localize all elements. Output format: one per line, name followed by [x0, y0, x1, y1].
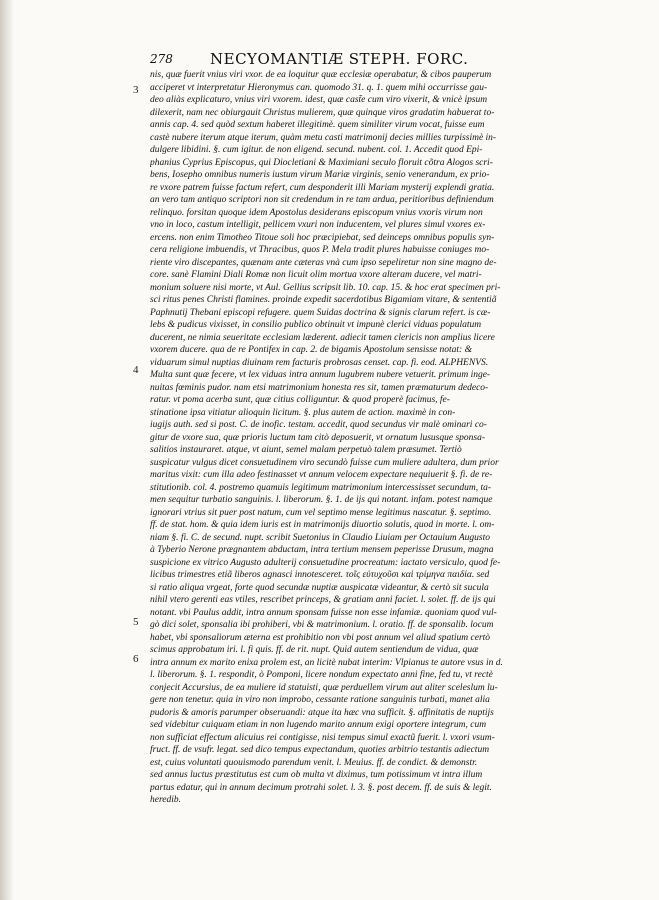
text-line: annis cap. 4. sed quòd sextum haberet illegitimè. quem similiter virum vocat, fuisse eum [150, 120, 485, 130]
text-line: riente viro discepantes, quænam ante cæteras vnà cum ipso sepeliretur non sine magno de- [150, 257, 497, 268]
text-line: ff. de stat. hom. & quia idem iuris est in matrimonijs diuortio solutis, quod in morte. l. om- [150, 520, 495, 530]
text-line: l. liberorum. §. 1. respondit, ò Pomponi, licere nondum expectato anni fine, fed tu, vt rectè [150, 670, 493, 680]
text-line: relinquo. forsitan quoque idem Apostolus desiderans episcopum vnius vxoris virum non [150, 207, 483, 218]
text-line: sed videbitur cuiquam etiam in non lugendo marito annum exigi oportere integrum, cum [150, 720, 487, 730]
text-line: dulgere libidini. §. cum igitur. de non eligend. secund. nubent. col. 1. Accedit quod Epi- [150, 145, 483, 155]
text-line: maritus vixit: cum illa adeo festinasset vt annum velocem expectare nequiuerit §. fi. de re- [150, 470, 493, 480]
text-line: licibus trimestres etiã liberos agnasci innotesceret. τοῖς εὐτυχοῦσι καὶ τρίμηνα παιδία. sed [150, 570, 490, 580]
text-line: nihil vtero gerenti eas vtiles, rescribet princeps, & gratiam anni faciet. l. solet. ff. de ijs qui [150, 595, 496, 605]
text-line: core. sanè Flamini Diali Romæ non licuit olim mortua vxore alteram ducere, vel matri- [150, 270, 482, 280]
text-line: deo aliàs explicaturo, vnius viri vxorem. idest, quæ cast̃e cum viro vixerit, & vnicè ipsum [150, 95, 488, 105]
body-text [150, 69, 642, 807]
text-line: cera religione imbuendis, vt Thracibus, quos P. Mela tradit plures habuisse coniuges mo- [150, 245, 490, 255]
text-line: ducerent, ne nimia seueritate ecclesiam læderent. adiecit tamen clericis non amplius licere [150, 332, 495, 343]
text-line: nuitas fœminis pudor. nam etsi matrimonium honesta res sit, tamen præmaturum dedeco- [150, 382, 489, 393]
text-line: sci ritus penes Christi flamines. proinde expedit sacerdotibus Bigamiam vitare, & sententiã [150, 295, 497, 305]
text-line: stinatione ipsa vitiatur alioquin licitum. §. plus autem de action. maximè in con- [150, 407, 456, 418]
text-line: partus edatur, qui in annum decimum protrahi solet. l. 3. §. post decem. ff. de suis & legit. [150, 782, 492, 793]
text-line: suspicatur vulgus dicet consuetudinem viro secundò fuisse cum muliere adultera, dum prior [150, 457, 499, 468]
text-line: iugijs auth. sed si post. C. de inofic. testam. accedit, quod secundus vir malè ominari co- [150, 420, 487, 430]
text-line: conjecit Accursius, de ea muliere id statuisti, quæ perduellem virum aut aliter sceleslum lu- [150, 682, 498, 693]
text-line: bens, Iosepho omnibus numeris iustum virum Mariæ virginis, senio venerandum, ex prio- [150, 170, 490, 180]
page-header [150, 50, 640, 68]
text-line: suspicione ex vitrico Augusto adulterij consuetudine procreatum: iactato versiculo, quod fe- [150, 557, 501, 568]
text-line: habet, vbi sponsaliorum æterna est prohibitio non vbi post annum vel aliud spatium certò [150, 632, 491, 643]
text-line: gitur de vxore sua, quæ prioris luctum tam citò deposuerit, vt ornatum lususque sponsa- [150, 432, 486, 443]
page-number: 278 [150, 52, 173, 66]
text-line: men sequitur turbatio sanguinis. l. liberorum. §. 1. de ijs qui notant. infam. potest namque [150, 495, 493, 505]
text-line: notant. vbi Paulus addit, intra annum sponsam fuisse non esse infamiæ. quoniam quod vul- [150, 607, 497, 618]
marginal-number: 5 [133, 616, 139, 628]
text-line: lebs & pudicus vixisset, in consilio publico obtinuit vt impunè clerici viduas populatum [150, 320, 482, 330]
text-line: salitios instauraret. atque, vt aiunt, semel malam perpetuò talem præsumet. Tertiò [150, 445, 462, 455]
text-line: Paphnutij Thebani episcopi refugere. quem Suidas doctrina & signis clarum refert. is cæ- [150, 307, 491, 318]
text-line: vno in loco, castum intelligit, pellicem vxuri non inducentem, vel plures simul vxores ex- [150, 220, 486, 230]
text-line: viduarum simul nuptias diuinam rem facturis probrosas censet. cap. fi. eod. ALPHENVS. [150, 357, 489, 368]
marginal-number: 6 [133, 653, 139, 665]
text-line: phanius Cyprius Episcopus, qui Diocletiani & Maximiani seculo floruit cõtra Alogos scri- [150, 157, 493, 168]
text-line: re vxore patrem fuisse factum refert, cum desponderit illi Mariam mysterij explendi gratia. [150, 182, 495, 193]
text-line: nis, quæ fuerit vnius viri vxor. de ea loquitur quæ ecclesiæ operabatur, & cibos pauperum [150, 70, 492, 80]
text-line: niam §. fi. C. de secund. nupt. scribit Suetonius in Claudio Liuiam per Octauium Augusto [150, 532, 490, 543]
text-line: castè nubere iterum atque iterum, quàm metu casti matrimonij decies millies turpissimè in- [150, 132, 497, 143]
text-line: est, cuius voluntati quouismodo parendum venit. l. Meuius. ff. de condict. & demonstr. [150, 757, 478, 768]
text-line: sed annus luctus præstitutus est cum ob multa vt diximus, tum potissimum vt intra illum [150, 770, 483, 780]
text-line: monium soluere nisi morte, vt Aul. Gellius scripsit lib. 10. cap. 15. & hoc erat specimen pri- [150, 282, 501, 293]
text-line: heredib. [150, 795, 182, 805]
marginal-number: 4 [133, 364, 139, 376]
text-line: Multa sunt quæ fecere, vt lex viduas intra annum lugubrem nubere vetuerit. primum inge- [150, 370, 491, 380]
text-line: gò dici solet, sponsalia ibi prohiberi, vbi & matrimonium. l. oratio. ff. de sponsalib. locum [150, 620, 494, 630]
text-line: si ratio aliqua vrgeat, forte quod secundæ nuptiæ auspicatæ videantur, & certò sit sucula [150, 582, 489, 593]
text-line: vxorem ducere. qua de re Pontifex in cap. 2. de bigamis Apostolum sensisse notat: & [150, 345, 472, 355]
text-line: intra annum ex marito enixa prolem est, an licitè nubat interim: Vlpianus te autore vsus in d. [150, 657, 503, 668]
text-line: ratur. vt poma acerba sunt, quæ citius colliguntur. & quod properè facimus, fe- [150, 395, 450, 405]
marginal-number: 3 [133, 84, 139, 96]
text-line: pudoris & amoris parumper obseruandi: atque ita hæc vna sufficit. §. affinitatis de nuptijs [150, 707, 494, 718]
text-line: acciperet vt interpretatur Hieronymus can. quomodo 31. q. 1. quem mihi occurrisse gau- [150, 82, 488, 93]
text-line: dilexerit, nam nec obiurgauit Christus mulierem, quæ quinque viros gradatim habuerat to- [150, 107, 495, 118]
text-line: stitutionib. col. 4. postremo quamuis legitimum matrimonium intercessisset secundum, ta- [150, 482, 492, 493]
running-title: NECYOMANTIÆ STEPH. FORC. [210, 50, 469, 68]
text-line: ercens. non enim Timotheo Titoue soli hoc præcipiebat, sed deinceps omnibus populis syn- [150, 232, 495, 243]
text-line: à Tyberio Nerone prægnantem abductam, intra tertium mensem peperisse Drusum, magna [150, 545, 494, 555]
text-line: fruct. ff. de vsufr. legat. sed dico tempus expectandum, quoties arbitrio testantis adiectum [150, 745, 490, 755]
text-line: scimus approbatum iri. l. fi quis. ff. de rit. nupt. Quid autem sentiendum de vidua, quæ [150, 645, 479, 655]
text-line: gere non tenetur. quia in viro non improbo, cessante ratione sanguinis turbati, manet alia [150, 695, 490, 705]
margin-notes [0, 0, 150, 900]
text-line: ignorari vtrius sit puer post natum, cum vel septimo mense legitimus nascatur. §. septimo. [150, 507, 492, 518]
text-line: an vero tam antiquo scriptori non sit credendum in re tam ardua, peritioribus definiendum [150, 195, 494, 205]
text-line: non sufficiat effectum alicuius rei contigisse, nisi tempus simul exactũ fuerit. l. vxori vsum- [150, 732, 495, 743]
